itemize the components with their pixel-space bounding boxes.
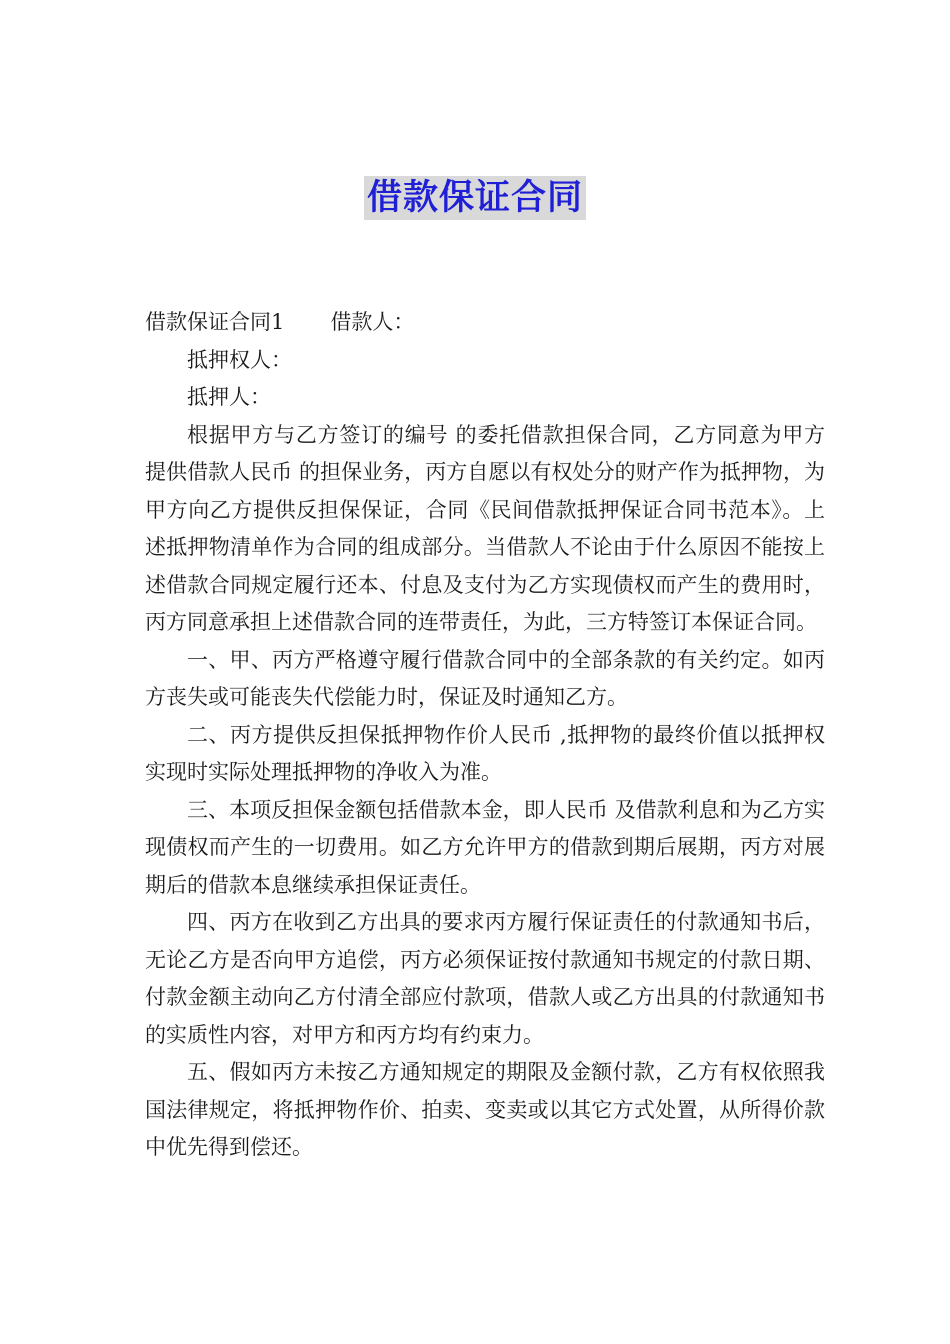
document-body: [145, 304, 825, 1167]
paragraph-clause-3: 三、本项反担保金额包括借款本金，即人民币 及借款利息和为乙方实现债权而产生的一切费用。如乙方允许甲方的借款到期后展期，丙方对展期后的借款本息继续承担保证责任。: [145, 797, 825, 897]
paragraph-clause-1: 一、甲、丙方严格遵守履行借款合同中的全部条款的有关约定。如丙方丧失或可能丧失代偿能力时，保证及时通知乙方。: [145, 647, 825, 709]
paragraph-preamble: 根据甲方与乙方签订的编号 的委托借款担保合同，乙方同意为甲方 提供借款人民币 的担保业务，丙方自愿以有权处分的财产作为抵押物，为甲方向乙方提供反担保保证，合同《民间借款抵押保证合同书范本》。上述抵押物清单作为合同的组成部分。当借款人不论由于什么原因不能按上述借款合同规定履行还本、付息及支付为乙方实现债权而产生的费用时，丙方同意承担上述借款合同的连带责任，为此，三方特签订本保证合同。: [145, 422, 825, 634]
paragraph-clause-4: 四、丙方在收到乙方出具的要求丙方履行保证责任的付款通知书后，无论乙方是否向甲方追偿，丙方必须保证按付款通知书规定的付款日期、付款金额主动向乙方付清全部应付款项，借款人或乙方出具的付款通知书的实质性内容，对甲方和丙方均有约束力。: [145, 910, 825, 1047]
contract-heading: 借款保证合同1: [145, 310, 285, 334]
title-container: [0, 176, 950, 220]
header-line: [145, 304, 825, 342]
paragraph-mortgagee: 抵押权人：: [187, 347, 292, 372]
document-title: 借款保证合同: [364, 176, 586, 220]
paragraph-clause-5: 五、假如丙方未按乙方通知规定的期限及金额付款，乙方有权依照我国法律规定，将抵押物作价、拍卖、变卖或以其它方式处置，从所得价款中优先得到偿还。: [145, 1060, 825, 1159]
borrower-label: 借款人：: [330, 310, 415, 334]
paragraph-mortgagor: 抵押人：: [187, 385, 271, 409]
paragraph-clause-2: 二、丙方提供反担保抵押物作价人民币 ,抵押物的最终价值以抵押权实现时实际处理抵押物的净收入为准。: [145, 722, 825, 784]
